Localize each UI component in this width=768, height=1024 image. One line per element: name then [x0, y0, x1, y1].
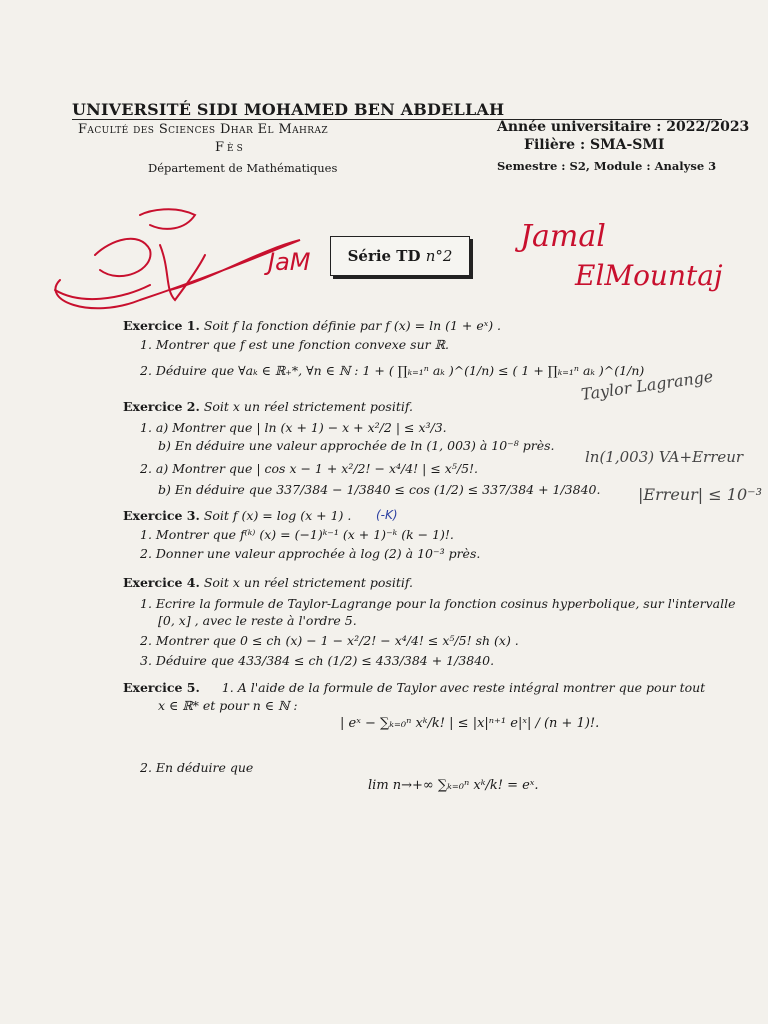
academic-year: Année universitaire : 2022/2023: [497, 119, 750, 135]
exercise-5-formula-1: | eˣ − ∑ₖ₌₀ⁿ xᵏ/k! | ≤ |x|ⁿ⁺¹ e|ˣ| / (n + 1)!.: [340, 716, 600, 731]
exercise-1-q2: 2. Déduire que ∀aₖ ∈ ℝ₊*, ∀n ∈ ℕ : 1 + ( ∏ₖ₌₁ⁿ aₖ )^(1/n) ≤ ( 1 + ∏ₖ₌₁ⁿ aₖ )^(1/n): [140, 363, 645, 378]
pencil-note-ln: ln(1,003) VA+Erreur: [585, 448, 744, 466]
exercise-5-label: Exercice 5.: [123, 680, 200, 695]
faculty-name: Faculté des Sciences Dhar El Mahraz: [78, 122, 329, 137]
red-initials: JaM: [268, 248, 311, 276]
exercise-2-q1b: b) En déduire une valeur approchée de ln (1, 003) à 10⁻⁸ près.: [158, 438, 555, 453]
exercise-2-q2a: 2. a) Montrer que | cos x − 1 + x²/2! − x⁴/4! | ≤ x⁵/5!.: [140, 461, 479, 476]
exercise-1-label: Exercice 1.: [123, 318, 200, 333]
exercise-2-q1a: 1. a) Montrer que | ln (x + 1) − x + x²/2 | ≤ x³/3.: [140, 420, 447, 435]
red-signature-scribble: [55, 209, 300, 308]
exercise-3-q2: 2. Donner une valeur approchée à log (2) à 10⁻³ près.: [140, 546, 481, 561]
exercise-4-q1-line2: [0, x] , avec le reste à l'ordre 5.: [158, 613, 357, 628]
exercise-5-q1-line1: 1. A l'aide de la formule de Taylor avec reste intégral montrer que pour tout: [221, 680, 706, 695]
exercise-3-intro: Soit f (x) = log (x + 1) .: [203, 508, 352, 523]
exercise-1-q1: 1. Montrer que f est une fonction convexe sur ℝ.: [140, 337, 449, 352]
exercise-5-q1-line2: x ∈ ℝ* et pour n ∈ ℕ :: [158, 698, 298, 713]
exercise-4-label: Exercice 4.: [123, 575, 200, 590]
red-name-line2: ElMountaj: [575, 259, 723, 292]
exercise-1-intro: Soit f la fonction définie par f (x) = ln (1 + eˣ) .: [203, 318, 502, 333]
filiere: Filière : SMA-SMI: [524, 137, 665, 153]
semester-module: Semestre : S2, Module : Analyse 3: [497, 159, 717, 173]
title-number: n°2: [425, 247, 453, 265]
exercise-5-formula-2: lim n→+∞ ∑ₖ₌₀ⁿ xᵏ/k! = eˣ.: [368, 778, 539, 793]
red-name-line1: Jamal: [520, 219, 606, 254]
exercise-4-q1-line1: 1. Ecrire la formule de Taylor-Lagrange pour la fonction cosinus hyperbolique, sur l'intervalle: [140, 596, 736, 611]
exercise-2-label: Exercice 2.: [123, 399, 200, 414]
department-name: Département de Mathématiques: [148, 161, 338, 175]
blue-note: (-K): [376, 508, 398, 522]
exercise-4-q3: 3. Déduire que 433/384 ≤ ch (1/2) ≤ 433/384 + 1/3840.: [140, 653, 495, 668]
exercise-2-intro: Soit x un réel strictement positif.: [203, 399, 413, 414]
city-name: Fès: [215, 140, 246, 155]
exercise-2-q2b: b) En déduire que 337/384 − 1/3840 ≤ cos (1/2) ≤ 337/384 + 1/3840.: [158, 482, 601, 497]
exercise-5-q2: 2. En déduire que: [140, 760, 254, 775]
exercise-3-label: Exercice 3.: [123, 508, 200, 523]
exercise-4-intro: Soit x un réel strictement positif.: [203, 575, 413, 590]
exercise-3-q1: 1. Montrer que f⁽ᵏ⁾ (x) = (−1)ᵏ⁻¹ (x + 1)⁻ᵏ (k − 1)!.: [140, 527, 454, 542]
title-text: Série TD: [347, 247, 421, 265]
pencil-note-error: |Erreur| ≤ 10⁻³: [638, 485, 762, 504]
exercise-4-q2: 2. Montrer que 0 ≤ ch (x) − 1 − x²/2! − x⁴/4! ≤ x⁵/5! sh (x) .: [140, 633, 519, 648]
pencil-note-taylor: Taylor Lagrange: [579, 366, 715, 404]
university-name: UNIVERSITÉ SIDI MOHAMED BEN ABDELLAH: [72, 100, 505, 119]
